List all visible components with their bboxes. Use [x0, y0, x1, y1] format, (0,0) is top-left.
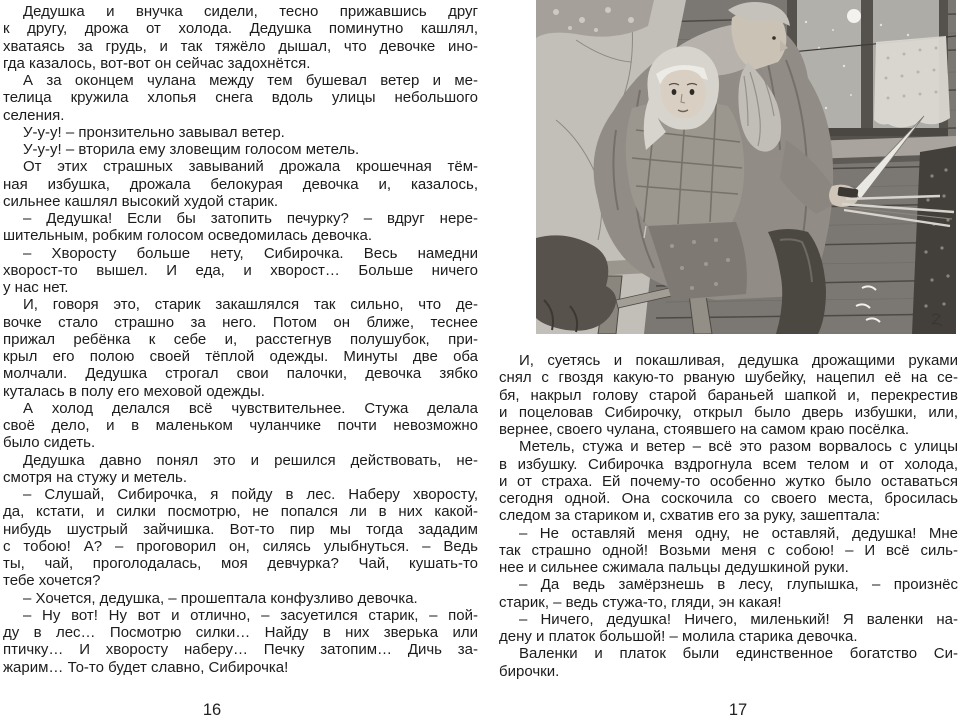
text-line: молчали. Дедушка строгал свои палочки, девочка зябко [3, 365, 478, 383]
text-line: – Ничего, дедушка! Ничего, миленький! Я валенки на- [519, 610, 958, 628]
right-text-block [499, 352, 958, 680]
text-line: прижал ребёнка к себе и, расстегнув полушубок, при- [3, 330, 478, 348]
text-line: – Дедушка! Если бы затопить печурку? – вдруг нере- [23, 210, 478, 227]
text-line: шительным, робким голосом осведомилась девочка. [3, 227, 372, 245]
text-line: – Слушай, Сибирочка, я пойду в лес. Наберу хворосту, [23, 486, 478, 503]
text-line: У-у-у! – вторила ему зловещим голосом метель. [23, 141, 360, 158]
text-line: бирочки. [499, 662, 560, 680]
page-number-left: 16 [202, 701, 222, 719]
text-line: Валенки и платок были единственное богатство Си- [519, 645, 958, 663]
text-line: куталась в полу его меховой одежды. [3, 382, 265, 400]
text-line: телица кружила хлопья снега вдоль улицы небольшого [3, 89, 478, 107]
text-line: снял с гвоздя какую-то рваную шубейку, нацепил её на се- [499, 369, 958, 387]
text-line: сегодня одной. Она соскочила со своего места, бросилась [499, 490, 958, 507]
text-line: нее и сильнее сжимала пальцы дедушкиной руки. [499, 559, 849, 576]
text-line: сильнее кашлял высокий худой старик. [3, 192, 279, 210]
text-line: вернее, своего чулана, стоявшего на самом краю посёлка. [499, 421, 910, 438]
text-line: – Не оставляй меня одну, не оставляй, дедушка! Мне [519, 524, 958, 542]
text-line: От этих страшных завываний дрожала крошечная тём- [23, 158, 478, 176]
text-line: в избушку. Сибирочка вздрогнула всем телом и от холода, [499, 455, 958, 473]
text-line: А холод делался всё чувствительнее. Стужа делала [23, 399, 478, 417]
text-line: хворост-то вышел. И еда, и хворост… Больше ничего [3, 261, 478, 279]
moon [847, 9, 861, 23]
text-line: И, суетясь и покашливая, дедушка дрожащими руками [519, 352, 958, 369]
lace-curtain [874, 36, 950, 128]
text-line: ду в лес… Посмотрю силки… Найду в них зверька или [3, 624, 478, 641]
left-text-block [3, 3, 478, 676]
text-line: ты, чай, проголодалась, моя девчурка? Чай, кушать-то [3, 555, 478, 572]
text-line: с тобою! А? – проговорил он, силясь улыбнуться. – Ведь [3, 537, 478, 555]
text-line: Дедушка и внучка сидели, тесно прижавшись друг [23, 3, 478, 20]
text-line: да, кстати, и силки посмотрю, не попался ли в них какой- [3, 503, 478, 521]
text-line: крыл его полою своей тёплой одежды. Минуты две оба [3, 348, 478, 365]
text-line: – Да ведь замёрзнешь в лесу, глупышка, – произнёс [519, 576, 958, 594]
text-line: А за оконцем чулана между тем бушевал ветер и ме- [23, 72, 478, 89]
text-line: и поцеловав Сибирочку, открыл было дверь избушки, или, [499, 403, 958, 421]
text-line: селения. [3, 106, 65, 124]
text-line: У-у-у! – пронзительно завывал ветер. [23, 123, 285, 141]
text-line: И, говоря это, старик закашлялся так сильно, что де- [23, 296, 478, 314]
text-line: – Хочется, дедушка, – прошептала конфузливо девочка. [23, 589, 418, 607]
text-line: и от страха. Ей почему-то особенно жутко было оставаться [499, 472, 958, 490]
text-line: Метель, стужа и ветер – всё это разом ворвалось с улицы [519, 438, 958, 456]
text-line: гда казалось, вот-вот он сейчас задохнётся. [3, 54, 311, 72]
text-line: тебе хочется? [3, 572, 101, 590]
text-line: жарим… То-то будет славно, Сибирочка! [3, 658, 289, 676]
text-line: вочке стало страшно за него. Потом он ближе, теснее [3, 313, 478, 331]
text-line: дену и платок большой! – молила старика девочка. [499, 628, 858, 645]
text-line: птичку… И хворосту наберу… Печку затопим… Дичь за- [3, 641, 478, 659]
text-line: смотря на стужу и метель. [3, 468, 188, 486]
text-line: Дедушка давно понял это и решился действовать, не- [23, 451, 478, 469]
text-line: так страшно одной! Возьми меня с собою! – И всё силь- [499, 541, 958, 559]
text-line: следом за стариком и, схватив его за руку, зашептала: [499, 507, 881, 525]
text-line: своё дело, и в маленьком чуланчике почти невозможно [3, 417, 478, 434]
text-line: было сидеть. [3, 434, 96, 452]
text-line: у нас нет. [3, 279, 69, 296]
text-line: старик, – ведь стужа-то, гляди, эн какая! [499, 593, 782, 611]
story-illustration [536, 0, 956, 334]
text-line: нибудь шустрый зайчишка. Вот-то пир мы тогда зададим [3, 520, 478, 538]
text-line: ная избушка, дрожала белокурая девочка и, казалось, [3, 175, 478, 193]
text-line: хватаясь за грудь, и так тяжёло дышал, что девочке ино- [3, 37, 478, 55]
text-line: – Ну вот! Ну вот и отлично, – засуетился старик, – пой- [23, 606, 478, 624]
text-line: к другу, дрожа от холода. Дедушка поминутно кашлял, [3, 20, 478, 38]
page-number-right: 17 [728, 701, 748, 719]
text-line: – Хворосту больше нету, Сибирочка. Весь намедни [23, 244, 478, 262]
text-line: бя, накрыл голову старой бараньей шапкой и, перекрестив [499, 386, 958, 404]
